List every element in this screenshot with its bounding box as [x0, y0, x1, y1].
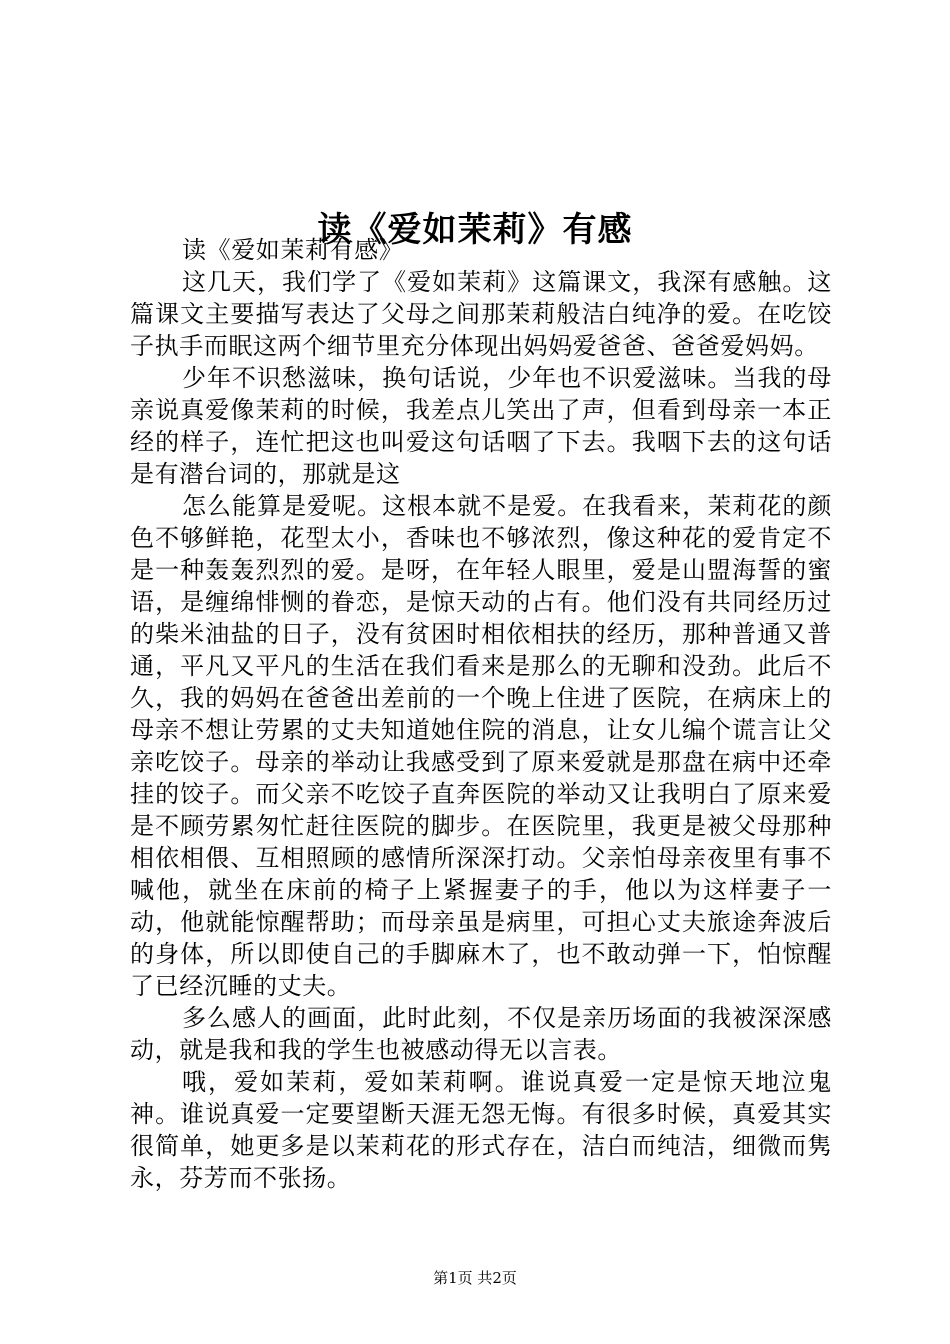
paragraph-subtitle: 读《爱如茉莉有感》: [182, 236, 404, 264]
page-footer: 第1页 共2页: [433, 1269, 517, 1287]
document-body: [130, 234, 832, 1194]
page-title: 读《爱如茉莉》有感: [317, 209, 633, 250]
paragraph: 怎么能算是爱呢。这根本就不是爱。在我看来，茉莉花的颜色不够鲜艳，花型太小，香味也不够浓烈，像这种花的爱肯定不是一种轰轰烈烈的爱。是呀，在年轻人眼里，爱是山盟海誓的蜜语，是缠绵悱恻的眷恋，是惊天动的占有。他们没有共同经历过的柴米油盐的日子，没有贫困时相依相扶的经历，那种普通又普通，平凡又平凡的生活在我们看来是那么的无聊和没劲。此后不久，我的妈妈在爸爸出差前的一个晚上住进了医院，在病床上的母亲不想让劳累的丈夫知道她住院的消息，让女儿编个谎言让父亲吃饺子。母亲的举动让我感受到了原来爱就是那盘在病中还牵挂的饺子。而父亲不吃饺子直奔医院的举动又让我明白了原来爱是不顾劳累匆忙赶往医院的脚步。在医院里，我更是被父母那种相依相偎、互相照顾的感情所深深打动。父亲怕母亲夜里有事不喊他，就坐在床前的椅子上紧握妻子的手，他以为这样妻子一动，他就能惊醒帮助；而母亲虽是病里，可担心丈夫旅途奔波后的身体，所以即使自己的手脚麻木了，也不敢动弹一下，怕惊醒了已经沉睡的丈夫。: [130, 492, 832, 1000]
paragraph: 这几天，我们学了《爱如茉莉》这篇课文，我深有感触。这篇课文主要描写表达了父母之间那茉莉般洁白纯净的爱。在吃饺子执手而眠这两个细节里充分体现出妈妈爱爸爸、爸爸爱妈妈。: [130, 268, 832, 360]
paragraph: 少年不识愁滋味，换句话说，少年也不识爱滋味。当我的母亲说真爱像茉莉的时候，我差点儿笑出了声，但看到母亲一本正经的样子，连忙把这也叫爱这句话咽了下去。我咽下去的这句话是有潜台词的，那就是这: [130, 364, 832, 488]
paragraph: 多么感人的画面，此时此刻，不仅是亲历场面的我被深深感动，就是我和我的学生也被感动得无以言表。: [130, 1004, 832, 1064]
paragraph: 哦，爱如茉莉，爱如茉莉啊。谁说真爱一定是惊天地泣鬼神。谁说真爱一定要望断天涯无怨无悔。有很多时候，真爱其实很简单，她更多是以茉莉花的形式存在，洁白而纯洁，细微而隽永，芬芳而不张扬。: [130, 1068, 832, 1192]
